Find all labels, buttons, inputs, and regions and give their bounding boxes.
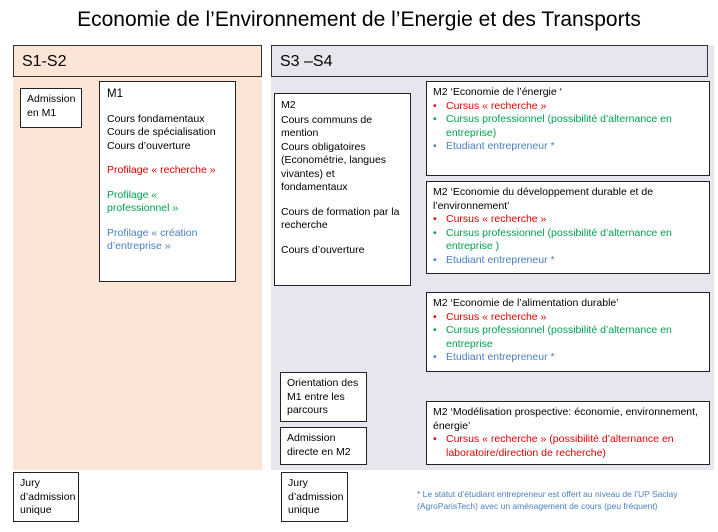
m2-common-title: M2 [281, 99, 296, 111]
jury-s3-text: Jury d’admission unique [288, 477, 344, 516]
track-title: M2 ‘Modélisation prospective: économie, environnement, énergie’ [433, 406, 698, 432]
jury-s1-box [13, 472, 79, 522]
admission-m2-box [280, 427, 367, 465]
track-recherche: • Cursus « recherche » [433, 311, 703, 325]
m2-common-box [274, 93, 411, 286]
m2-track-alimentation [426, 292, 710, 372]
page-title: Economie de l’Environnement de l’Energie et des Transports [77, 8, 641, 31]
track-professionnel: • Cursus professionnel (possibilité d’alternance en entreprise) [433, 113, 703, 140]
m2-required-courses: Cours obligatoires (Econométrie, langues vivantes) et fondamentaux [281, 140, 387, 193]
orientation-text: Orientation des M1 entre les parcours [287, 377, 359, 416]
admission-m1-box [20, 88, 82, 128]
m2-track-developpement [426, 181, 710, 274]
track-professionnel: • Cursus professionnel (possibilité d’alternance en entreprise ) [433, 227, 703, 254]
m1-profilage-entreprise: Profilage « création d’entreprise » [107, 226, 198, 252]
track-entrepreneur: • Etudiant entrepreneur * [433, 254, 703, 268]
jury-s3-box [281, 472, 348, 522]
track-entrepreneur: • Etudiant entrepreneur * [433, 351, 703, 365]
m1-course: Cours de spécialisation [107, 126, 216, 138]
track-recherche: • Cursus « recherche » [433, 213, 703, 227]
m2-track-energie [426, 81, 710, 176]
m1-course: Cours d’ouverture [107, 139, 191, 152]
track-recherche: • Cursus « recherche » (possibilité d’alternance en laboratoire/direction de recherche) [433, 433, 703, 460]
m1-profilage-recherche: Profilage « recherche » [107, 164, 216, 176]
m1-box [99, 81, 236, 282]
track-entrepreneur: • Etudiant entrepreneur * [433, 140, 703, 154]
m2-opening-courses: Cours d’ouverture [281, 243, 365, 256]
m2-track-modelisation [426, 401, 710, 465]
m1-course: Cours fondamentaux [107, 112, 205, 125]
orientation-box [280, 372, 367, 422]
track-title: M2 ‘Economie de l’alimentation durable’ [433, 297, 619, 309]
m2-training-courses: Cours de formation par la recherche [281, 205, 400, 231]
track-title: M2 ‘Economie du développement durable et de l’environnement’ [433, 186, 654, 212]
admission-m2-text: Admission directe en M2 [287, 432, 351, 458]
footnote: * Le statut d’étudiant entrepreneur est offert au niveau de l’UP Saclay (AgroParisTech) avec un aménagement de cours (peu fréquent) [417, 489, 678, 511]
m1-profilage-professionnel: Profilage « professionnel » [107, 188, 179, 214]
track-title: M2 ‘Economie de l’énergie ‘ [433, 86, 562, 98]
s3-s4-header: S3 –S4 [271, 45, 708, 77]
track-professionnel: • Cursus professionnel (possibilité d’alternance en entreprise [433, 324, 703, 351]
s1-s2-header: S1-S2 [13, 45, 262, 77]
track-recherche: • Cursus « recherche » [433, 100, 703, 114]
m2-common-courses: Cours communs de mention [281, 113, 373, 139]
m1-title: M1 [107, 88, 123, 100]
jury-s1-text: Jury d’admission unique [20, 477, 76, 516]
admission-m1-text: Admission en M1 [27, 93, 76, 119]
